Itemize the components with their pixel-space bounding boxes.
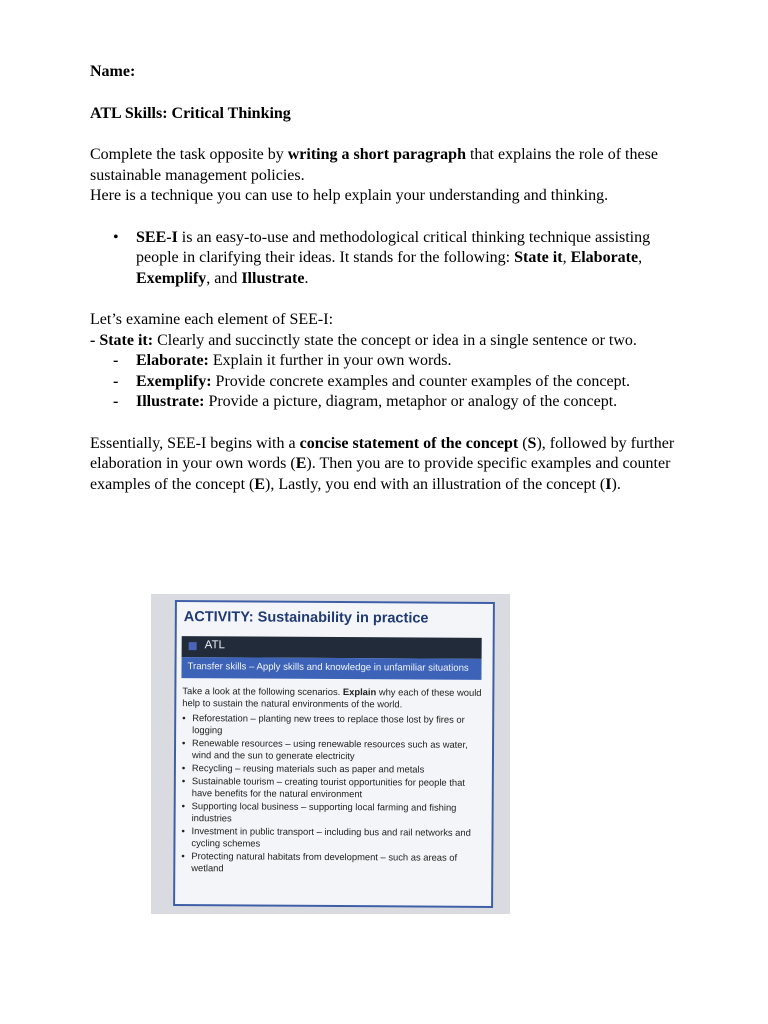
transfer-skills-bar — [181, 657, 481, 680]
activity-title: ACTIVITY: Sustainability in practice — [183, 609, 429, 627]
activity-photo — [151, 594, 510, 914]
intro-technique-line: Here is a technique you can use to help explain your understanding and thinking. — [90, 187, 609, 204]
atl-bar — [182, 636, 482, 659]
transfer-skills-label: Transfer skills – Apply skills and knowledge in unfamiliar situations — [187, 661, 469, 674]
see-i-bullet — [113, 228, 690, 290]
page-title: ATL Skills: Critical Thinking — [90, 104, 291, 122]
intro-paragraph: Complete the task opposite by writing a short paragraph that explains the role of these sustainable management policies. — [90, 146, 658, 184]
list-item: • Reforestation – planting new trees to replace those lost by fires or logging — [182, 712, 482, 738]
summary-paragraph: Essentially, SEE-I begins with a concise statement of the concept (S), followed by further elaboration in your own words (E). Then you are to provide specific examples and counter examples of the concept (E), Lastly, you end with an illustration of the concept (I). — [90, 434, 675, 493]
bullet-mark: • — [113, 228, 119, 246]
activity-body — [181, 685, 482, 877]
list-item: • Sustainable tourism – creating tourist opportunities for people that have benefits for the natural environment — [182, 775, 482, 801]
name-label: Name: — [90, 63, 136, 80]
list-item: • Supporting local business – supporting local farming and fishing industries — [182, 800, 482, 826]
atl-label: ATL — [204, 639, 225, 652]
list-item: • Investment in public transport – including bus and rail networks and cycling schemes — [181, 825, 481, 851]
list-item: • Renewable resources – using renewable resources such as water, wind and the sun to generate electricity — [182, 737, 482, 763]
list-item: • Protecting natural habitats from development – such as areas of wetland — [181, 850, 481, 876]
state-it-line: - State it: Clearly and succinctly state the concept or idea in a single sentence or two. — [90, 331, 637, 349]
scenario-list — [181, 712, 482, 876]
element-illustrate: - Illustrate: Provide a picture, diagram, metaphor or analogy of the concept. — [113, 393, 618, 410]
document-body — [90, 62, 690, 495]
elements-intro: Let’s examine each element of SEE-I: — [90, 311, 334, 328]
see-i-description: SEE-I is an easy-to-use and methodological critical thinking technique assisting people in clarifying their ideas. It stands for the following: State it, Elaborate, Exemplify, and Illustrate. — [136, 228, 651, 287]
activity-card — [173, 600, 495, 908]
list-item: • Recycling – reusing materials such as paper and metals — [182, 762, 482, 776]
activity-intro: Take a look at the following scenarios. Explain why each of these would help to sustain the natural environments of the world. — [182, 685, 482, 710]
element-exemplify: - Exemplify: Provide concrete examples and counter examples of the concept. — [113, 372, 631, 390]
element-elaborate: - Elaborate: Explain it further in your own words. — [113, 352, 452, 369]
atl-square-icon — [189, 642, 197, 650]
